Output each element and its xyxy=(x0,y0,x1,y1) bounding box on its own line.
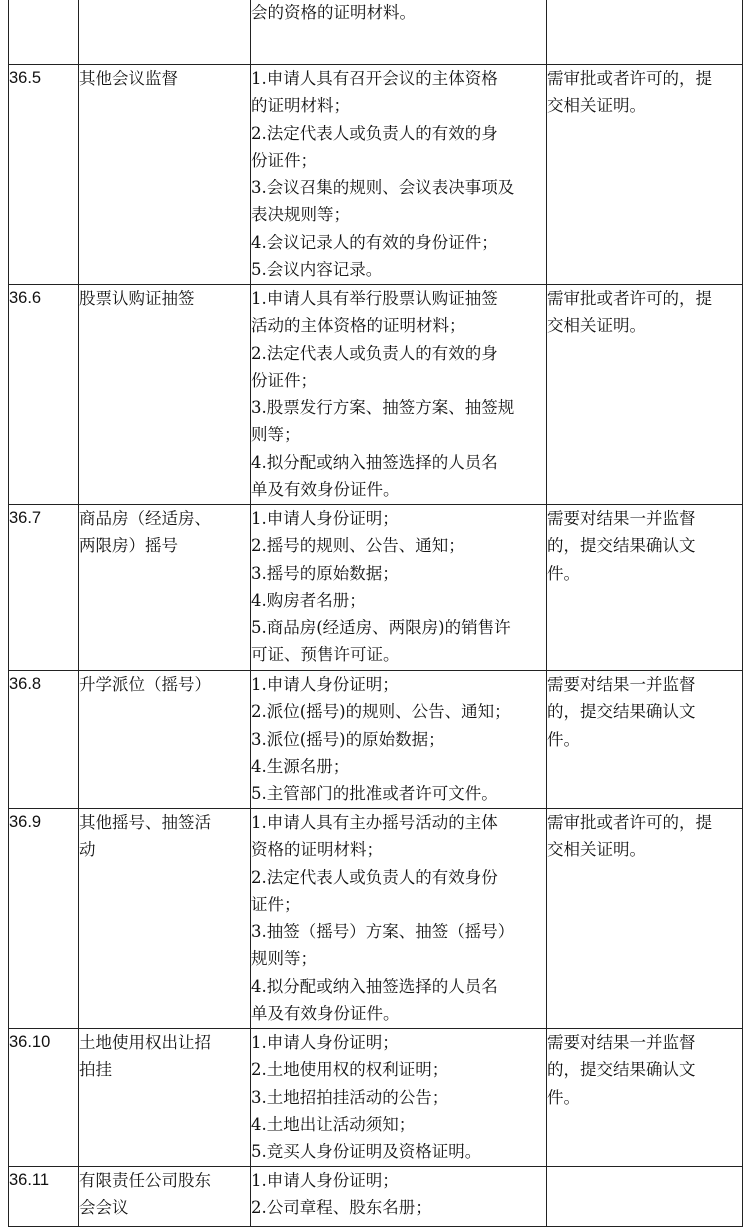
materials-cell xyxy=(251,671,547,809)
materials-cell-line: 4.拟分配或纳入抽签选择的人员名 xyxy=(251,452,498,472)
note-cell-line: 件。 xyxy=(547,729,580,749)
materials-cell-line: 2.法定代表人或负责人的有效身份 xyxy=(251,867,498,887)
materials-cell-line: 5.主管部门的批准或者许可文件。 xyxy=(251,784,498,804)
note-cell xyxy=(547,809,743,1029)
note-cell-line: 交相关证明。 xyxy=(547,840,646,860)
note-cell-line: 的，提交结果确认文 xyxy=(547,702,696,722)
materials-cell-line: 规则等； xyxy=(251,949,317,969)
materials-cell-line: 2.派位(摇号)的规则、公告、通知； xyxy=(251,702,511,722)
item-name xyxy=(79,65,251,285)
note-cell-line: 件。 xyxy=(547,1087,580,1107)
item-number: 36.5 xyxy=(9,65,79,285)
materials-cell-line: 3.抽签（摇号）方案、抽签（摇号） xyxy=(251,922,515,942)
materials-cell-line: 2.法定代表人或负责人的有效的身 xyxy=(251,343,498,363)
item-name-line: 其他会议监督 xyxy=(79,69,178,88)
materials-cell-line: 4.土地出让活动须知； xyxy=(251,1114,416,1134)
item-name xyxy=(79,505,251,671)
materials-cell-line: 3.摇号的原始数据； xyxy=(251,563,399,583)
materials-cell-line: 3.土地招拍挂活动的公告； xyxy=(251,1087,449,1107)
note-cell-line: 的，提交结果确认文 xyxy=(547,1060,696,1080)
materials-cell-line: 1.申请人身份证明； xyxy=(251,1033,399,1052)
note-cell xyxy=(547,65,743,285)
materials-cell-line: 1.申请人身份证明； xyxy=(251,675,399,694)
materials-cell-line: 份证件； xyxy=(251,370,317,390)
materials-cell-line: 1.申请人具有主办摇号活动的主体 xyxy=(251,813,498,832)
materials-cell-line: 会的资格的证明材料。 xyxy=(251,3,416,22)
item-number: 36.10 xyxy=(9,1029,79,1167)
table-row xyxy=(9,65,743,285)
table-row xyxy=(9,1029,743,1167)
note-cell xyxy=(547,0,743,65)
materials-cell-line: 4.购房者名册； xyxy=(251,590,366,610)
item-name xyxy=(79,1029,251,1167)
note-cell-line: 需要对结果一并监督 xyxy=(547,509,696,528)
item-name-line: 有限责任公司股东 xyxy=(79,1171,211,1190)
materials-cell-line: 5.商品房(经适房、两限房)的销售许 xyxy=(251,618,511,638)
item-number: 36.9 xyxy=(9,809,79,1029)
item-number xyxy=(9,0,79,65)
table-row xyxy=(9,505,743,671)
item-number: 36.7 xyxy=(9,505,79,671)
materials-cell-line: 份证件； xyxy=(251,150,317,170)
note-cell-line: 交相关证明。 xyxy=(547,96,646,116)
note-cell xyxy=(547,1167,743,1227)
materials-cell-line: 3.股票发行方案、抽签方案、抽签规 xyxy=(251,398,515,418)
table-row xyxy=(9,1167,743,1227)
requirements-table xyxy=(8,0,743,1227)
note-cell-line: 件。 xyxy=(547,563,580,583)
item-name-line: 升学派位（摇号） xyxy=(79,675,211,694)
materials-cell xyxy=(251,505,547,671)
materials-cell-line: 2.摇号的规则、公告、通知； xyxy=(251,536,465,556)
materials-cell-line: 1.申请人具有召开会议的主体资格 xyxy=(251,69,498,88)
materials-cell-line: 4.会议记录人的有效的身份证件； xyxy=(251,232,498,252)
item-name xyxy=(79,0,251,65)
item-number: 36.11 xyxy=(9,1167,79,1227)
materials-cell-line: 4.生源名册； xyxy=(251,756,350,776)
note-cell xyxy=(547,671,743,809)
item-name-line: 拍挂 xyxy=(79,1060,112,1080)
note-cell xyxy=(547,285,743,505)
table-row xyxy=(9,671,743,809)
materials-cell xyxy=(251,809,547,1029)
materials-cell-line: 4.拟分配或纳入抽签选择的人员名 xyxy=(251,976,498,996)
materials-cell-line: 单及有效身份证件。 xyxy=(251,480,400,500)
materials-cell-line: 2.法定代表人或负责人的有效的身 xyxy=(251,123,498,143)
materials-cell-line: 证件； xyxy=(251,894,301,914)
materials-cell-line: 5.竞买人身份证明及资格证明。 xyxy=(251,1142,482,1162)
materials-cell-line: 表决规则等； xyxy=(251,205,350,225)
materials-cell-line: 2.公司章程、股东名册； xyxy=(251,1198,432,1218)
item-name-line: 两限房）摇号 xyxy=(79,536,178,556)
note-cell-line: 的，提交结果确认文 xyxy=(547,536,696,556)
note-cell-line: 需要对结果一并监督 xyxy=(547,675,696,694)
materials-cell xyxy=(251,1029,547,1167)
note-cell-line: 需要对结果一并监督 xyxy=(547,1033,696,1052)
materials-cell-line: 1.申请人具有举行股票认购证抽签 xyxy=(251,289,498,308)
item-number: 36.6 xyxy=(9,285,79,505)
note-cell-line: 需审批或者许可的，提 xyxy=(547,69,712,88)
materials-cell-line: 单及有效身份证件。 xyxy=(251,1004,400,1024)
materials-cell-line: 3.派位(摇号)的原始数据； xyxy=(251,729,445,749)
item-name xyxy=(79,1167,251,1227)
note-cell-line: 需审批或者许可的，提 xyxy=(547,813,712,832)
materials-cell xyxy=(251,285,547,505)
materials-cell-line: 3.会议召集的规则、会议表决事项及 xyxy=(251,178,515,198)
item-number: 36.8 xyxy=(9,671,79,809)
note-cell-line: 需审批或者许可的，提 xyxy=(547,289,712,308)
materials-cell-line: 活动的主体资格的证明材料； xyxy=(251,316,466,336)
materials-cell-line: 资格的证明材料； xyxy=(251,840,383,860)
item-name-line: 土地使用权出让招 xyxy=(79,1033,211,1052)
materials-cell xyxy=(251,1167,547,1227)
table-row xyxy=(9,809,743,1029)
note-cell xyxy=(547,505,743,671)
materials-cell xyxy=(251,0,547,65)
materials-cell xyxy=(251,65,547,285)
item-name xyxy=(79,671,251,809)
materials-cell-line: 的证明材料； xyxy=(251,96,350,116)
materials-cell-line: 则等； xyxy=(251,425,301,445)
table-body xyxy=(9,0,743,1227)
item-name-line: 动 xyxy=(79,840,96,860)
item-name xyxy=(79,285,251,505)
item-name xyxy=(79,809,251,1029)
note-cell-line: 交相关证明。 xyxy=(547,316,646,336)
item-name-line: 股票认购证抽签 xyxy=(79,289,195,308)
note-cell xyxy=(547,1029,743,1167)
item-name-line: 商品房（经适房、 xyxy=(79,509,211,528)
table-row xyxy=(9,285,743,505)
materials-cell-line: 2.土地使用权的权利证明； xyxy=(251,1060,449,1080)
materials-cell-line: 可证、预售许可证。 xyxy=(251,645,400,665)
materials-cell-line: 1.申请人身份证明； xyxy=(251,509,399,528)
item-name-line: 其他摇号、抽签活 xyxy=(79,813,211,832)
materials-cell-line: 1.申请人身份证明； xyxy=(251,1171,399,1190)
item-name-line: 会会议 xyxy=(79,1198,129,1218)
materials-cell-line: 5.会议内容记录。 xyxy=(251,260,383,280)
table-row xyxy=(9,0,743,65)
